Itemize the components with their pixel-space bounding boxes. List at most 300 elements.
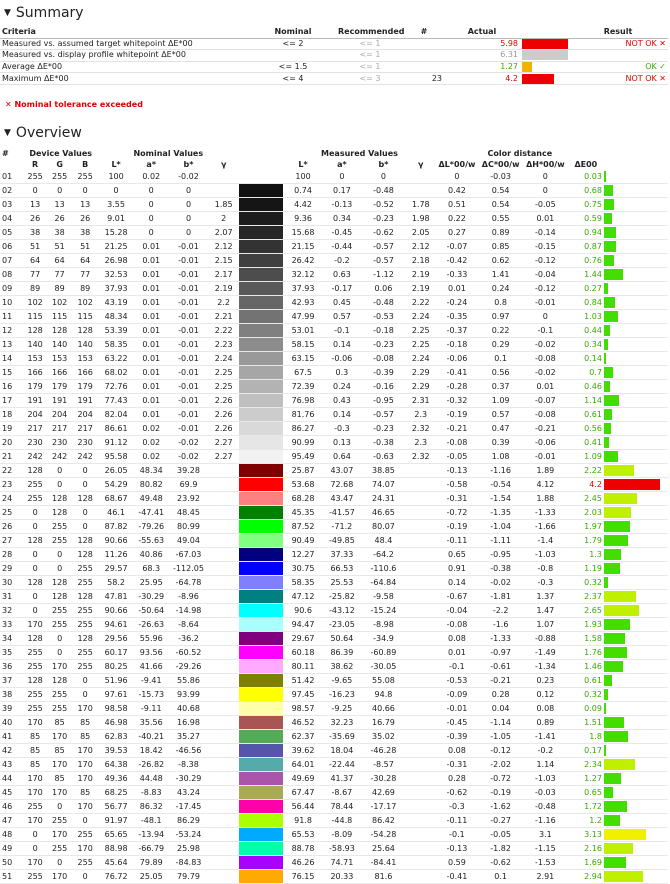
- nominal-b: -0.01: [178, 325, 199, 335]
- swatch: [239, 254, 284, 268]
- row-index: 02: [2, 185, 13, 195]
- swatch: [239, 184, 284, 198]
- summary-heading[interactable]: ▼ Summary: [4, 5, 84, 21]
- nominal-b: 23.92: [177, 493, 200, 503]
- measured-gamma: 2.29: [411, 367, 430, 377]
- overview-row: [0, 506, 668, 520]
- delta-e-bar: [604, 871, 643, 882]
- measured-gamma: 2.24: [411, 311, 430, 321]
- delta-e-bar-cell: [604, 814, 668, 828]
- measured-l: 53.01: [291, 325, 315, 335]
- row-index: 47: [2, 815, 13, 825]
- nominal-b: -0.01: [178, 255, 199, 265]
- nominal-b: -0.01: [178, 311, 199, 321]
- device-g: 0: [57, 549, 63, 559]
- device-g: 128: [51, 493, 68, 503]
- device-r: 217: [27, 423, 43, 433]
- measured-b: -0.53: [373, 311, 394, 321]
- device-g: 13: [54, 199, 65, 209]
- overview-row: [0, 702, 668, 716]
- nominal-l: 98.58: [104, 703, 128, 713]
- overview-row: [0, 380, 668, 394]
- delta-h: -1.15: [535, 843, 556, 853]
- swatch: [239, 632, 284, 646]
- delta-e-bar-cell: [604, 870, 668, 884]
- measured-l: 21.15: [291, 241, 315, 251]
- nominal-b: 0: [185, 227, 192, 237]
- measured-gamma: 2.19: [411, 269, 430, 279]
- delta-e: 0.65: [584, 787, 602, 797]
- color-swatch: [239, 632, 284, 645]
- measured-b: -0.63: [373, 451, 394, 461]
- measured-b: -1.12: [373, 269, 394, 279]
- measured-a: -25.82: [329, 591, 355, 601]
- overview-row: [0, 632, 668, 646]
- delta-c: -1.62: [490, 801, 511, 811]
- measured-a: -8.09: [331, 829, 353, 839]
- delta-l: -0.72: [446, 507, 468, 517]
- delta-l: -0.13: [446, 843, 468, 853]
- delta-h: 0.08: [536, 703, 555, 713]
- row-index: 49: [2, 843, 13, 853]
- nominal-gamma: [209, 870, 239, 884]
- device-b: 89: [80, 283, 91, 293]
- device-b: 77: [80, 269, 91, 279]
- measured-gamma: [406, 520, 436, 534]
- delta-e-bar: [604, 283, 608, 294]
- nominal-a: 0.01: [142, 339, 161, 349]
- color-swatch: [239, 800, 284, 813]
- col-nominal: Nominal: [250, 27, 336, 38]
- device-r: 0: [32, 829, 38, 839]
- nominal-gamma: [209, 170, 239, 184]
- nominal-gamma: [209, 562, 239, 576]
- actual-value: 5.98: [444, 38, 520, 50]
- nominal-b: -8.64: [178, 619, 199, 629]
- delta-c: -2.2: [492, 605, 509, 615]
- nominal-gamma: [209, 548, 239, 562]
- color-swatch: [239, 492, 284, 505]
- delta-e: 0.44: [584, 325, 602, 335]
- delta-c: 0.22: [491, 325, 510, 335]
- measured-l: 91.8: [294, 815, 312, 825]
- col-actual: Actual: [444, 27, 520, 38]
- col-delta-h: ΔH*00/w: [526, 159, 565, 169]
- nominal-l: 88.98: [104, 843, 128, 853]
- delta-l: -0.1: [449, 829, 465, 839]
- measured-gamma: [406, 744, 436, 758]
- measured-b: -8.98: [373, 619, 394, 629]
- delta-c: -1.54: [490, 493, 511, 503]
- device-r: 140: [27, 339, 43, 349]
- delta-c: 0.04: [491, 703, 510, 713]
- nominal-gamma: 2.19: [214, 283, 233, 293]
- delta-e: 1.19: [584, 563, 602, 573]
- swatch: [239, 730, 284, 744]
- device-r: 64: [30, 255, 41, 265]
- device-g: 102: [51, 297, 68, 307]
- delta-l: -0.01: [446, 703, 468, 713]
- measured-gamma: 2.24: [411, 353, 430, 363]
- delta-e-bar-cell: [604, 380, 668, 394]
- row-index: 30: [2, 577, 13, 587]
- nominal-l: 64.38: [104, 759, 128, 769]
- nominal-gamma: 2.25: [214, 381, 233, 391]
- delta-e-bar-cell: [604, 688, 668, 702]
- measured-a: -0.1: [334, 325, 350, 335]
- measured-gamma: [406, 674, 436, 688]
- delta-c: -0.62: [490, 857, 511, 867]
- row-index: 15: [2, 367, 13, 377]
- device-b: 128: [77, 325, 93, 335]
- delta-e-bar-cell: [604, 660, 668, 674]
- col-nom-l: L*: [111, 159, 121, 169]
- nominal-l: 77.43: [104, 395, 128, 405]
- nominal-a: 0.01: [142, 395, 161, 405]
- delta-l: -0.42: [446, 255, 468, 265]
- measured-a: -49.85: [329, 535, 355, 545]
- swatch: [239, 506, 284, 520]
- overview-row: [0, 254, 668, 268]
- delta-e-bar: [604, 731, 628, 742]
- measured-a: 37.33: [330, 549, 354, 559]
- nominal-b: 43.24: [177, 787, 200, 797]
- measured-gamma: [406, 688, 436, 702]
- nominal-a: 49.48: [139, 493, 163, 503]
- collapse-triangle-icon[interactable]: ▼: [4, 7, 11, 18]
- color-swatch: [239, 814, 284, 827]
- swatch: [239, 800, 284, 814]
- delta-e: 2.45: [584, 493, 602, 503]
- delta-c: 0.1: [494, 353, 507, 363]
- measured-l: 97.45: [291, 689, 315, 699]
- swatch: [239, 436, 284, 450]
- swatch: [239, 226, 284, 240]
- nominal-gamma: 2.26: [214, 409, 233, 419]
- measured-gamma: [406, 618, 436, 632]
- overview-row: [0, 604, 668, 618]
- measured-gamma: 1.78: [411, 199, 430, 209]
- measured-l: 60.18: [291, 647, 315, 657]
- count-value: [404, 50, 444, 62]
- overview-row: [0, 464, 668, 478]
- nominal-a: 0.02: [142, 451, 161, 461]
- nominal-l: 94.61: [104, 619, 128, 629]
- nominal-b: -29.26: [175, 661, 202, 671]
- measured-l: 46.26: [291, 857, 315, 867]
- delta-h: -0.15: [535, 241, 556, 251]
- device-b: 0: [82, 815, 88, 825]
- delta-c: -0.97: [490, 647, 511, 657]
- measured-l: 100: [295, 171, 311, 181]
- delta-e-bar-cell: [604, 450, 668, 464]
- device-r: 255: [27, 493, 43, 503]
- row-index: 04: [2, 213, 13, 223]
- overview-row: [0, 688, 668, 702]
- nominal-gamma: 2: [221, 213, 227, 223]
- delta-c: -1.81: [490, 591, 511, 601]
- nominal-l: 91.12: [104, 437, 128, 447]
- measured-a: -41.57: [329, 507, 355, 517]
- delta-h: -0.06: [535, 437, 556, 447]
- delta-e-bar: [604, 703, 606, 714]
- delta-h: -0.12: [535, 283, 556, 293]
- nominal-b: -30.29: [175, 773, 202, 783]
- delta-l: -0.11: [446, 815, 468, 825]
- measured-l: 46.52: [291, 717, 315, 727]
- device-r: 128: [27, 465, 43, 475]
- color-swatch: [239, 772, 284, 785]
- swatch: [239, 562, 284, 576]
- measured-b: 0.06: [374, 283, 393, 293]
- nominal-a: -50.64: [138, 605, 165, 615]
- measured-gamma: [406, 506, 436, 520]
- overview-row: [0, 170, 668, 184]
- delta-e-bar-cell: [604, 422, 668, 436]
- delta-c: -0.61: [490, 661, 511, 671]
- nominal-gamma: 2.26: [214, 395, 233, 405]
- overview-row: [0, 828, 668, 842]
- nominal-a: 0.02: [142, 437, 161, 447]
- row-index: 11: [2, 311, 13, 321]
- measured-b: 35.02: [371, 731, 395, 741]
- delta-h: 1.14: [536, 759, 555, 769]
- row-index: 22: [2, 465, 13, 475]
- nominal-a: 0: [148, 185, 154, 195]
- delta-c: -0.21: [490, 675, 511, 685]
- device-r: 255: [27, 871, 43, 881]
- overview-heading[interactable]: ▼ Overview: [4, 125, 82, 141]
- delta-e: 0.03: [584, 171, 602, 181]
- delta-e-bar-cell: [604, 604, 668, 618]
- nominal-a: -13.94: [138, 829, 165, 839]
- actual-value: 1.27: [444, 61, 520, 73]
- delta-h: 0: [542, 171, 548, 181]
- device-g: 255: [51, 815, 68, 825]
- measured-b: 94.8: [374, 689, 393, 699]
- row-index: 50: [2, 857, 13, 867]
- measured-l: 58.35: [291, 577, 315, 587]
- delta-e-bar: [604, 619, 630, 630]
- delta-l: -0.21: [446, 423, 468, 433]
- actual-bar: [522, 50, 568, 60]
- delta-h: -1.66: [535, 521, 556, 531]
- nominal-b: 25.98: [177, 843, 200, 853]
- delta-e: 1.51: [584, 717, 602, 727]
- delta-e-bar: [604, 801, 627, 812]
- nominal-a: -55.63: [138, 535, 165, 545]
- collapse-triangle-icon[interactable]: ▼: [4, 127, 11, 138]
- nominal-b: -0.01: [178, 339, 199, 349]
- delta-c: -0.54: [490, 479, 511, 489]
- nominal-b: 39.28: [177, 465, 200, 475]
- delta-e-bar-cell: [604, 744, 668, 758]
- delta-c: 0.85: [491, 241, 510, 251]
- delta-e-bar-cell: [604, 240, 668, 254]
- overview-row: [0, 408, 668, 422]
- device-g: 26: [54, 213, 65, 223]
- nominal-gamma: 2.22: [214, 325, 233, 335]
- swatch: [239, 590, 284, 604]
- delta-e: 2.34: [584, 759, 602, 769]
- measured-a: 0.45: [333, 297, 351, 307]
- delta-e-bar: [604, 465, 634, 476]
- col-delta-e: ΔE00: [574, 159, 598, 169]
- nominal-l: 46.98: [104, 717, 128, 727]
- delta-e-bar-cell: [604, 338, 668, 352]
- delta-h: -1.4: [537, 535, 554, 545]
- delta-e-bar-cell: [604, 590, 668, 604]
- swatch: [239, 814, 284, 828]
- measured-l: 63.15: [291, 353, 315, 363]
- summary-row: [0, 73, 668, 85]
- measured-b: -0.95: [373, 395, 394, 405]
- nominal-l: 58.2: [107, 577, 125, 587]
- nominal-l: 49.36: [104, 773, 128, 783]
- device-g: 85: [54, 745, 65, 755]
- device-b: 0: [82, 479, 88, 489]
- delta-h: -1.03: [535, 549, 556, 559]
- nominal-b: 49.04: [177, 535, 200, 545]
- device-r: 85: [30, 731, 41, 741]
- measured-l: 95.49: [291, 451, 315, 461]
- measured-l: 32.12: [291, 269, 315, 279]
- nominal-gamma: [209, 758, 239, 772]
- measured-gamma: 2.3: [414, 437, 428, 447]
- measured-a: 43.07: [330, 465, 354, 475]
- device-g: 85: [54, 773, 65, 783]
- measured-b: 46.65: [371, 507, 395, 517]
- delta-c: 0.54: [491, 185, 510, 195]
- criteria-label: Maximum ΔE*00: [0, 73, 250, 85]
- delta-h: 3.1: [538, 829, 552, 839]
- col-delta-c: ΔC*00/w: [481, 159, 520, 169]
- group-color-distance: Color distance: [487, 148, 553, 158]
- measured-gamma: [406, 590, 436, 604]
- nominal-b: -0.02: [178, 171, 199, 181]
- measured-gamma: [406, 646, 436, 660]
- nominal-a: -40.21: [138, 731, 165, 741]
- delta-l: 0.42: [448, 185, 466, 195]
- delta-e: 0.59: [584, 213, 602, 223]
- device-r: 255: [27, 801, 43, 811]
- nominal-l: 63.22: [104, 353, 128, 363]
- swatch: [239, 366, 284, 380]
- delta-e-bar-cell: [604, 632, 668, 646]
- nominal-b: -0.01: [178, 367, 199, 377]
- overview-row: [0, 842, 668, 856]
- row-index: 06: [2, 241, 13, 251]
- nominal-b: 40.68: [177, 703, 200, 713]
- overview-row: [0, 618, 668, 632]
- delta-c: 0.54: [491, 199, 510, 209]
- nominal-l: 58.35: [104, 339, 128, 349]
- measured-b: -30.05: [370, 661, 397, 671]
- delta-l: -0.09: [446, 689, 468, 699]
- delta-e-bar: [604, 269, 623, 280]
- result-value: NOT OK ✕: [568, 38, 668, 50]
- row-index: 37: [2, 675, 13, 685]
- swatch: [239, 870, 284, 884]
- nominal-value: <= 1.5: [250, 61, 336, 73]
- overview-row: [0, 422, 668, 436]
- delta-c: -1.04: [490, 521, 511, 531]
- col-meas-a: a*: [337, 159, 347, 169]
- delta-e: 1.27: [584, 773, 602, 783]
- delta-h: -0.08: [535, 409, 556, 419]
- nominal-a: 35.56: [139, 717, 163, 727]
- row-index: 27: [2, 535, 13, 545]
- overview-section: [0, 148, 668, 884]
- delta-c: 1.09: [491, 395, 510, 405]
- delta-h: -0.02: [535, 339, 556, 349]
- device-r: 0: [32, 843, 38, 853]
- nominal-gamma: 2.27: [214, 437, 233, 447]
- measured-b: -15.24: [370, 605, 397, 615]
- nominal-b: 0: [185, 185, 192, 195]
- overview-row: [0, 660, 668, 674]
- delta-h: 4.12: [536, 479, 555, 489]
- device-r: 89: [30, 283, 41, 293]
- device-b: 179: [77, 381, 93, 391]
- device-b: 191: [77, 395, 93, 405]
- measured-b: -0.52: [373, 199, 394, 209]
- overview-row: [0, 534, 668, 548]
- delta-e-bar-cell: [604, 184, 668, 198]
- measured-b: -30.28: [370, 773, 397, 783]
- delta-c: -0.03: [490, 171, 511, 181]
- color-swatch: [239, 310, 284, 323]
- delta-h: 0.23: [536, 675, 555, 685]
- color-swatch: [239, 212, 284, 225]
- delta-l: 0.08: [448, 633, 466, 643]
- device-g: 191: [51, 395, 68, 405]
- delta-e: 1.03: [584, 311, 602, 321]
- delta-h: -0.05: [535, 199, 556, 209]
- nominal-a: 40.86: [139, 549, 163, 559]
- delta-l: -0.32: [446, 395, 468, 405]
- nominal-l: 0: [113, 185, 119, 195]
- measured-a: -44.8: [331, 815, 353, 825]
- delta-e-bar: [604, 297, 615, 308]
- delta-h: -0.88: [535, 633, 556, 643]
- device-g: 0: [57, 801, 63, 811]
- delta-c: 0.97: [491, 311, 510, 321]
- nominal-l: 62.83: [104, 731, 128, 741]
- measured-gamma: [406, 464, 436, 478]
- delta-e-bar-cell: [604, 548, 668, 562]
- color-swatch: [239, 590, 284, 603]
- device-g: 255: [51, 171, 68, 181]
- delta-e: 0.75: [584, 199, 602, 209]
- delta-l: -0.62: [446, 787, 468, 797]
- delta-e-bar: [604, 423, 611, 434]
- measured-gamma: 2.18: [411, 255, 430, 265]
- nominal-l: 82.04: [104, 409, 128, 419]
- device-r: 0: [32, 605, 38, 615]
- delta-e-bar-cell: [604, 786, 668, 800]
- device-b: 115: [77, 311, 93, 321]
- nominal-l: 68.02: [104, 367, 128, 377]
- nominal-b: -36.2: [178, 633, 199, 643]
- nominal-l: 54.29: [104, 479, 128, 489]
- device-b: 170: [77, 703, 93, 713]
- color-swatch: [239, 338, 284, 351]
- color-swatch: [239, 366, 284, 379]
- row-index: 42: [2, 745, 13, 755]
- measured-gamma: [406, 632, 436, 646]
- measured-l: 26.42: [291, 255, 315, 265]
